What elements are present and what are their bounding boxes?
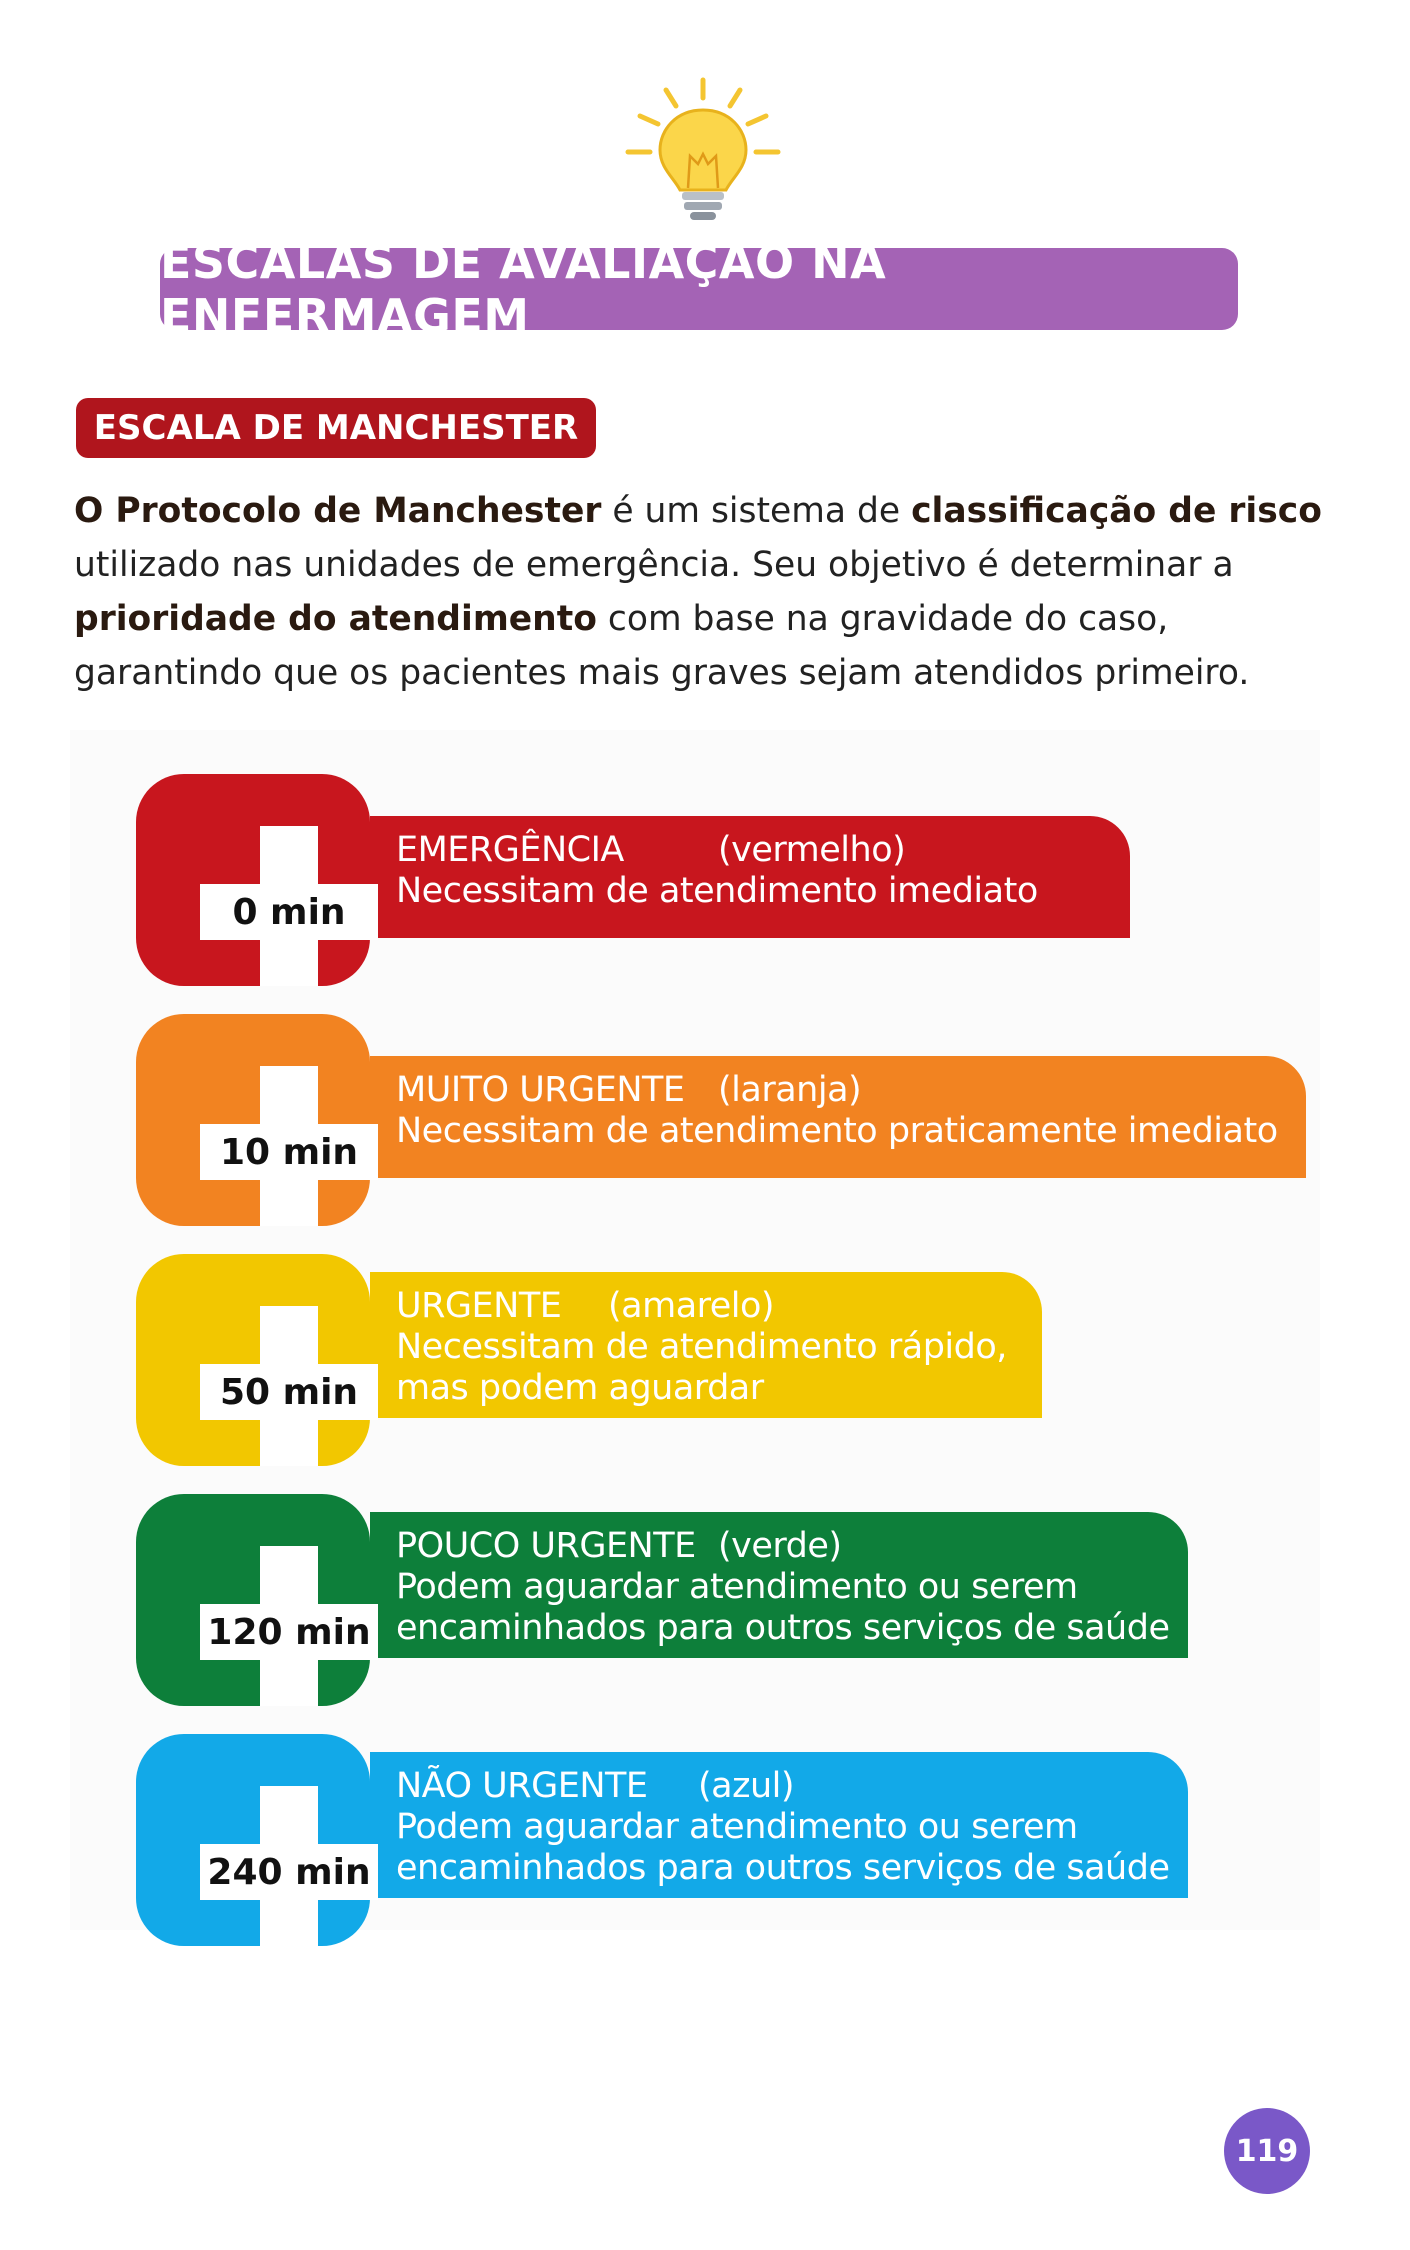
- page-title: ESCALAS DE AVALIAÇÃO NA ENFERMAGEM: [160, 248, 1238, 330]
- triage-time: 120 min: [207, 1611, 371, 1653]
- triage-badge: [136, 1734, 370, 1946]
- triage-level-muito-urgente: [70, 984, 1320, 1204]
- triage-badge: [136, 774, 370, 986]
- triage-color-name: (vermelho): [718, 830, 906, 870]
- triage-color-name: (verde): [718, 1526, 842, 1566]
- triage-time: 0 min: [232, 891, 346, 933]
- triage-color-name: (amarelo): [608, 1286, 775, 1326]
- triage-time: 240 min: [207, 1851, 371, 1893]
- triage-level-emergencia: [70, 744, 1320, 964]
- triage-color-name: (laranja): [718, 1070, 862, 1110]
- triage-level-name: EMERGÊNCIA: [396, 830, 624, 870]
- triage-description: Podem aguardar atendimento ou serem: [396, 1807, 1078, 1847]
- triage-color-name: (azul): [698, 1766, 795, 1806]
- triage-band: [370, 1512, 1188, 1658]
- triage-time: 10 min: [219, 1131, 359, 1173]
- triage-time: 50 min: [219, 1371, 359, 1413]
- triage-description: Podem aguardar atendimento ou serem: [396, 1567, 1078, 1607]
- triage-level-name: NÃO URGENTE: [396, 1766, 648, 1806]
- triage-level-name: POUCO URGENTE: [396, 1526, 696, 1566]
- lightbulb-icon: [618, 76, 788, 226]
- triage-description: Necessitam de atendimento imediato: [396, 871, 1038, 911]
- triage-description: Necessitam de atendimento praticamente imediato: [396, 1111, 1278, 1151]
- triage-level-name: URGENTE: [396, 1286, 562, 1326]
- triage-level-urgente: [70, 1224, 1320, 1444]
- section-title: ESCALA DE MANCHESTER: [76, 398, 596, 458]
- triage-band: [370, 1752, 1188, 1898]
- manchester-triage-chart: [70, 730, 1320, 1930]
- page-number: 119: [1224, 2108, 1310, 2194]
- triage-band: [370, 1056, 1306, 1178]
- intro-paragraph: O Protocolo de Manchester é um sistema de classificação de risco utilizado nas unidades de emergência. Seu objetivo é determinar a prioridade do atendimento com base na gravidade do caso, garantindo que os pacientes mais graves sejam atendidos primeiro.: [74, 491, 1322, 693]
- triage-badge: [136, 1254, 370, 1466]
- triage-badge: [136, 1014, 370, 1226]
- triage-description: encaminhados para outros serviços de saúde: [396, 1848, 1170, 1888]
- triage-description: encaminhados para outros serviços de saúde: [396, 1608, 1170, 1648]
- triage-band: [370, 1272, 1042, 1418]
- triage-level-name: MUITO URGENTE: [396, 1070, 685, 1110]
- triage-level-pouco-urgente: [70, 1464, 1320, 1684]
- triage-level-nao-urgente: [70, 1704, 1320, 1924]
- triage-band: [370, 816, 1130, 938]
- triage-description: Necessitam de atendimento rápido,: [396, 1327, 1007, 1367]
- triage-description: mas podem aguardar: [396, 1368, 764, 1408]
- triage-badge: [136, 1494, 370, 1706]
